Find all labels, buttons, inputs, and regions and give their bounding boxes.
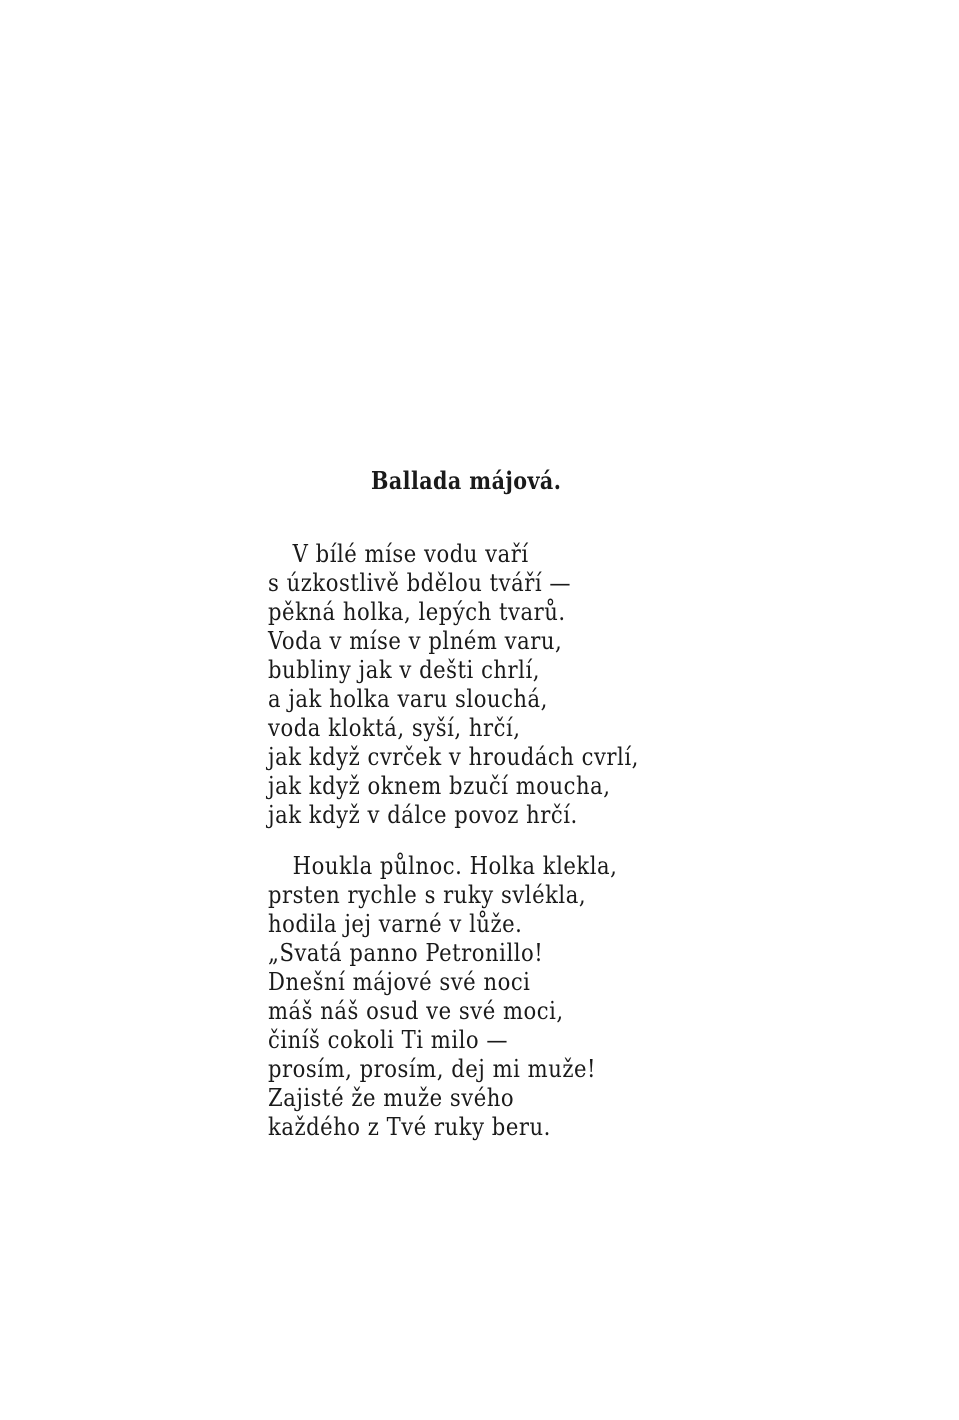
poem-line: „Svatá panno Petronillo!: [268, 939, 544, 967]
poem-line: činíš cokoli Ti milo —: [268, 1026, 509, 1054]
poem-title: Ballada májová.: [371, 466, 562, 495]
poem-line: každého z Tvé ruky beru.: [268, 1113, 551, 1141]
poem-line: a jak holka varu slouchá,: [268, 685, 548, 713]
poem-line: V bílé míse vodu vaří: [292, 540, 529, 568]
poem-line: voda kloktá, syší, hrčí,: [268, 714, 521, 742]
stanza-2: [268, 852, 665, 1142]
poem-line: Voda v míse v plném varu,: [268, 627, 563, 655]
poem-line: s úzkostlivě bdělou tváří —: [268, 569, 572, 597]
poem-line: hodila jej varné v lůže.: [268, 910, 523, 938]
poem-line: jak když v dálce povoz hrčí.: [268, 801, 578, 829]
poem-line: jak když cvrček v hroudách cvrlí,: [268, 743, 639, 771]
poem-line: jak když oknem bzučí moucha,: [268, 772, 611, 800]
poem-line: prsten rychle s ruky svlékla,: [268, 881, 587, 909]
poem-line: Dnešní májové své noci: [268, 968, 531, 996]
poem-line: pěkná holka, lepých tvarů.: [268, 598, 566, 626]
poem-line: bubliny jak v dešti chrlí,: [268, 656, 540, 684]
poem-line: prosím, prosím, dej mi muže!: [268, 1055, 597, 1083]
poem-line: Zajisté že muže svého: [268, 1084, 515, 1112]
poem-line: Houkla půlnoc. Holka klekla,: [292, 852, 618, 880]
stanza-1: [268, 540, 689, 830]
poem-line: máš náš osud ve své moci,: [268, 997, 564, 1025]
